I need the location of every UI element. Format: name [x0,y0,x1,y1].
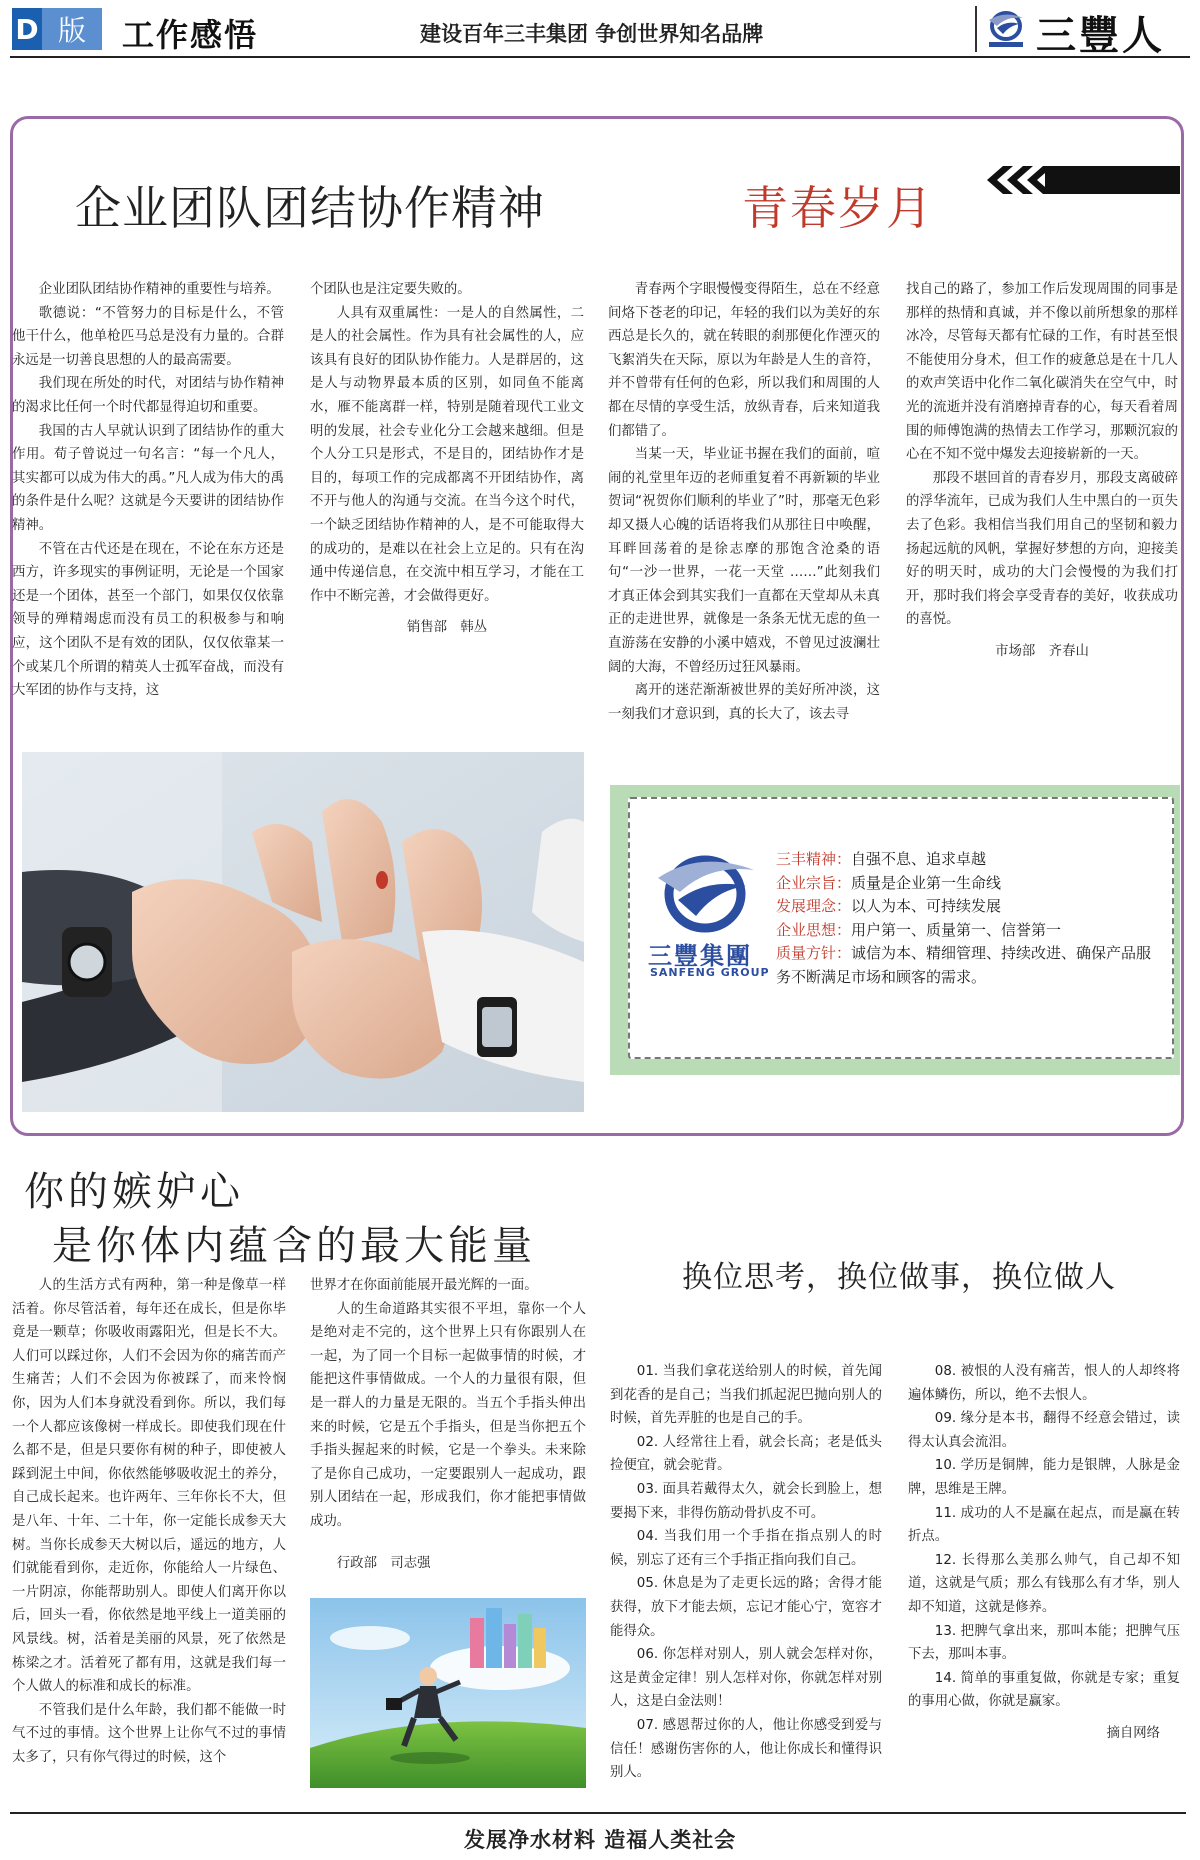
list-item: 07. 感恩帮过你的人，他让你感受到爱与信任！感谢伤害你的人，他让你成长和懂得识别人。 [610,1717,882,1781]
paragraph: 世界才在你面前能展开最光辉的一面。 [310,1278,538,1293]
perspective-column-2 [908,1360,1180,1746]
paragraph: 歌德说：“不管努力的目标是什么，不管他干什么，他单枪匹马总是没有力量的。合群永远是一切善良思想的人的最高需要。 [12,305,284,368]
list-item: 13. 把脾气拿出来，那叫本能；把脾气压下去，那叫本事。 [908,1623,1180,1663]
value-key: 企业思想： [776,920,852,939]
paragraph: 我们现在所处的时代，对团结与协作精神的渴求比任何一个时代都显得迫切和重要。 [12,376,284,415]
author-signature: 市场部 齐春山 [995,643,1089,659]
paragraph: 青春两个字眼慢慢变得陌生，总在不经意间烙下苍老的印记，年轻的我们以为美好的东西总是长久的，就在转眼的刹那便化作湮灭的飞絮消失在天际，原以为年龄是人生的音符，并不曾带有任何的色彩，所以我们和周围的人都在尽情的享受生活，放纵青春，后来知道我们都错了。 [608,282,880,439]
author-signature: 销售部 韩丛 [406,620,488,636]
list-item: 09. 缘分是本书，翻得不经意会错过，读得太认真会流泪。 [908,1411,1180,1450]
list-item: 03. 面具若戴得太久，就会长到脸上，想要揭下来，非得伤筋动骨扒皮不可。 [610,1481,882,1521]
paragraph: 人的生命道路其实很不平坦，靠你一个人是绝对走不完的，这个世界上只有你跟别人在一起，为了同一个目标一起做事情的时候，才能把这件事情做成。一个人的力量很有限，但是一群人的力量是无限的。当五个手指头伸出来的时候，它是五个手指头，但是当你把五个手指头握起来的时候，它是一个拳头。未来除了是你自己成功，一定要跟别人一起成功，跟别人团结在一起，形成我们，你才能把事情做成功。 [310,1301,586,1529]
list-item: 05. 休息是为了走更长远的路；舍得才能获得，放下才能去烦，忘记才能心宁，宽容才能得众。 [610,1576,882,1639]
paragraph: 离开的迷茫渐渐被世界的美好所冲淡，这一刻我们才意识到，真的长大了，该去寻 [608,683,880,722]
header-slogan: 建设百年三丰集团 争创世界知名品牌 [420,22,764,46]
list-item: 12. 长得那么美那么帅气，自己却不知道，这就是气质；那么有钱那么有才华，别人却不知道，这就是修养。 [908,1552,1180,1615]
value-item [776,872,1166,896]
headline-team-spirit: 企业团队团结协作精神 [75,181,545,235]
info-logo-english: SANFENG GROUP [650,966,770,979]
list-item: 11. 成功的人不是赢在起点，而是赢在转折点。 [908,1505,1180,1545]
jealousy-article-column-1 [12,1274,286,1769]
headline-jealousy-line1: 你的嫉妒心 [24,1169,244,1215]
value-item [776,942,1166,989]
chevron-decoration-icon [985,162,1180,198]
value-key: 质量方针： [776,944,852,962]
info-logo-name: 三豐集團 [648,942,752,970]
paragraph: 当某一天，毕业证书握在我们的面前，喧闹的礼堂里年迈的老师重复着不再新颖的毕业贺词“祝贺你们顺利的毕业了”时，那毫无色彩却又摄人心魄的话语将我们从那往日中唤醒，耳畔回荡着的是徐志摩的那饱含沧桑的语句“一沙一世界，一花一天堂 ……”此刻我们才真正体会到其实我们一直都在天堂却从未真正的走进世界，就像是一条条无忧无虑的鱼一直游荡在安静的小溪中嬉戏，不曾见过波澜壮阔的大海，不曾经历过狂风暴雨。 [608,447,880,675]
headline-jealousy-line2: 是你体内蕴含的最大能量 [52,1223,536,1269]
list-item: 14. 简单的事重复做，你就是专家；重复的事用心做，你就是赢家。 [908,1670,1180,1710]
paragraph: 找自己的路了，参加工作后发现周围的同事是那样的热情和真诚，并不像以前所想象的那样冰冷，尽管每天都有忙碌的工作，有时甚至恨不能使用分身术，但工作的疲惫总是在十几人的欢声笑语中化作二氧化碳消失在空气中，时光的流逝并没有消磨掉青春的心，每天看着周围的师傅饱满的热情去工作学习，那颗沉寂的心在不知不觉中爆发去迎接崭新的一天。 [906,282,1178,463]
value-key: 三丰精神： [776,850,852,868]
value-text: 用户第一、质量第一、信誉第一 [851,920,1062,939]
perspective-column-1 [610,1360,882,1785]
value-item [776,895,1166,919]
paragraph: 人具有双重属性：一是人的自然属性，二是人的社会属性。作为具有社会属性的人，应该具有良好的团队协作能力。人是群居的，这是人与动物界最本质的区别，如同鱼不能离水，雁不能离群一样，特别是随着现代工业文明的发展，社会专业化分工会越来越细。但是个人分工只是形式，不是目的，团结协作才是目的，每项工作的完成都离不开团结协作，离不开与他人的沟通与交流。在当今这个时代，一个缺乏团结协作精神的人，是不可能取得大的成功的，是难以在社会上立足的。只有在沟通中传递信息，在交流中相互学习，才能在工作中不断完善，才会做得更好。 [310,305,584,604]
paragraph: 人的生活方式有两种，第一种是像草一样活着。你尽管活着，每年还在成长，但是你毕竟是一颗草；你吸收雨露阳光，但是长不大。人们可以踩过你，人们不会因为你的痛苦而产生痛苦；人们不会因为你被踩了，而来怜悯你，因为人们本身就没看到你。所以，我们每一个人都应该像树一样成长。即使我们现在什么都不是，但是只要你有树的种子，即使被人踩到泥土中间，你依然能够吸收泥土的养分，自己成长起来。也许两年、三年你长不大，但是八年、十年、二十年，你一定能长成参天大树。当你长成参天大树以后，遥远的地方，人们就能看到你，走近你，你能给人一片绿色、一片阴凉，你能帮助别人。即使人们离开你以后，回头一看，你依然是地平线上一道美丽的风景线。树，活着是美丽的风景，死了依然是栋梁之才。活着死了都有用，这就是我们每一个人做人的标准和成长的标准。 [12,1278,286,1695]
list-item: 04. 当我们用一个手指在指点别人的时候，别忘了还有三个手指正指向我们自己。 [610,1529,882,1568]
youth-article-column-1 [608,278,880,726]
company-values-list [776,848,1166,989]
jealousy-article-column-2 [310,1274,586,1575]
businessman-illustration [310,1598,586,1788]
author-signature: 行政部 司志强 [336,1555,431,1571]
value-text: 诚信为本、精细管理、持续改进、确保产品服务不断满足市场和顾客的需求。 [776,944,1152,986]
value-text: 质量是企业第一生命线 [851,873,1002,892]
footer-rule [10,1812,1186,1814]
paragraph: 我国的古人早就认识到了团结协作的重大作用。荀子曾说过一句名言：“每一个凡人，其实都可以成为伟大的禹。”凡人成为伟大的禹的条件是什么呢？这就是今天要讲的团结协作精神。 [12,423,284,533]
headline-perspective: 换位思考，换位做事，换位做人 [682,1260,1116,1295]
list-item: 10. 学历是铜牌，能力是银牌，人脉是金牌，思维是王牌。 [908,1458,1180,1497]
paper-name: 三豐人 [1036,12,1165,59]
paragraph: 那段不堪回首的青春岁月，那段支离破碎的浮华流年，已成为我们人生中黑白的一页失去了色彩。我相信当我们用自己的坚韧和毅力扬起远航的风帆，掌握好梦想的方向，迎接美好的明天时，成功的大门会慢慢的为我们打开，那时我们将会享受青春的美好，收获成功的喜悦。 [906,470,1178,628]
value-key: 企业宗旨： [776,873,852,892]
paragraph: 个团队也是注定要失败的。 [310,282,471,297]
edition-letter: D [12,8,42,50]
paragraph: 不管我们是什么年龄，我们都不能做一时气不过的事情。这个世界上让你气不过的事情太多了，只有你气得过的时候，这个 [12,1702,286,1765]
sanfeng-group-logo-icon [650,850,760,940]
list-item: 02. 人经常往上看，就会长高；老是低头捡便宜，就会驼背。 [610,1434,882,1474]
value-item [776,919,1166,943]
source-credit: 摘自网络 [1106,1725,1160,1741]
value-text: 以人为本、可持续发展 [851,897,1002,915]
list-item: 08. 被恨的人没有痛苦，恨人的人却终将遍体鳞伤，所以，绝不去恨人。 [908,1364,1180,1403]
section-title: 工作感悟 [122,16,259,54]
teamwork-hands-photo [22,752,584,1112]
masthead-divider [975,6,977,52]
edition-badge [12,8,106,50]
youth-article-column-2 [906,278,1178,664]
list-item: 01. 当我们拿花送给别人的时候，首先闻到花香的是自己；当我们抓起泥巴抛向别人的时候，首先弄脏的也是自己的手。 [610,1364,882,1427]
edition-text: 版 [42,8,102,50]
value-item [776,848,1166,872]
value-text: 自强不息、追求卓越 [851,850,987,868]
footer-slogan: 发展净水材料 造福人类社会 [464,1828,737,1852]
headline-youth: 青春岁月 [742,181,934,235]
paragraph: 企业团队团结协作精神的重要性与培养。 [38,282,280,297]
team-article-column-1 [12,278,284,703]
value-key: 发展理念： [776,897,852,915]
paragraph: 不管在古代还是在现在，不论在东方还是西方，许多现实的事例证明，无论是一个国家还是一个团体，甚至一个部门，如果仅仅依靠领导的殚精竭虑而没有员工的积极参与和响应，这个团队不是有效的团队，仅仅依靠某一个或某几个所谓的精英人士孤军奋战，而没有大军团的协作与支持，这 [12,541,284,699]
list-item: 06. 你怎样对别人，别人就会怎样对你，这是黄金定律！别人怎样对你，你就怎样对别人，这是白金法则！ [610,1647,882,1710]
sanfeng-logo-icon [985,8,1027,52]
team-article-column-2 [310,278,584,640]
